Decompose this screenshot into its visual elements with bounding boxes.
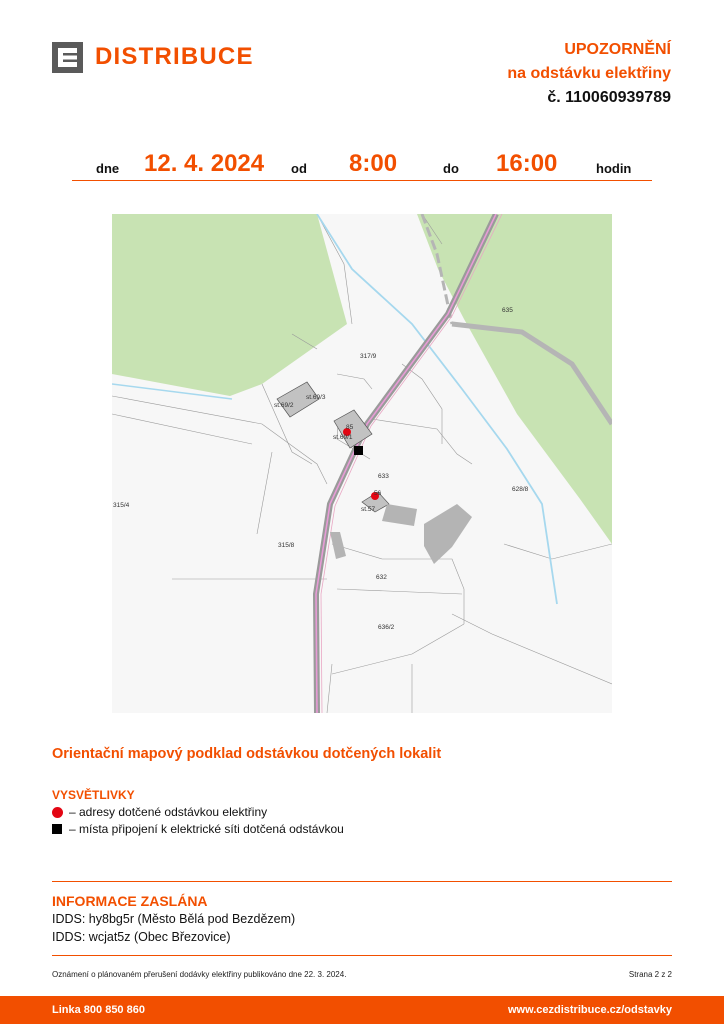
connection-point-marker [354,446,363,455]
legend-item-label: – místa připojení k elektrické síti dotčená odstávkou [69,822,344,836]
outage-end-time: 16:00 [496,150,558,177]
cez-logo-icon [52,42,83,73]
parcel-label: 632 [376,574,387,581]
divider [52,881,672,882]
footer-bar [0,996,724,1024]
parcel-label: 315/4 [113,502,130,509]
outage-date: 12. 4. 2024 [144,150,265,177]
website-link[interactable]: www.cezdistribuce.cz/odstavky [507,1004,672,1016]
brand-name: DISTRIBUCE [95,43,254,70]
idds-line: IDDS: wcjat5z (Obec Březovice) [52,930,231,944]
page-number: Strana 2 z 2 [628,970,672,979]
parcel-label: st.69/3 [306,394,326,401]
from-label: od [291,161,307,176]
legend-title: VYSVĚTLIVKY [52,788,135,802]
divider [52,955,672,956]
parcel-label: 315/8 [278,542,295,549]
hotline-text: Linka 800 850 860 [52,1004,145,1016]
notice-number: č. 110060939789 [547,89,671,106]
parcel-label: 635 [502,307,513,314]
unit-label: hodin [596,161,632,176]
info-title: INFORMACE ZASLÁNA [52,893,208,909]
parcel-label: st.69/1 [333,434,353,441]
parcel-label: 317/9 [360,353,377,360]
date-label: dne [96,161,120,176]
notice-title: UPOZORNĚNÍ [564,41,671,58]
outage-map [112,214,612,713]
house-number-56: 56 [374,490,382,497]
house-number-85: 85 [346,424,354,431]
outage-schedule [72,145,652,181]
parcel-label: 633 [378,473,389,480]
to-label: do [443,161,459,176]
brand-logo [52,41,254,73]
parcel-label: 628/8 [512,486,529,493]
legend-item-connections [52,822,344,836]
idds-line: IDDS: hy8bg5r (Město Bělá pod Bezdězem) [52,912,296,926]
outage-start-time: 8:00 [349,150,398,177]
parcel-label: 636/2 [378,624,395,631]
parcel-label: st.57 [361,506,376,513]
black-square-icon [52,824,62,834]
notice-subtitle: na odstávku elektřiny [507,65,671,82]
legend-item-label: – adresy dotčené odstávkou elektřiny [69,805,268,819]
publication-note: Oznámení o plánovaném přerušení dodávky elektřiny publikováno dne 22. 3. 2024. [52,970,347,979]
notice-heading [507,38,671,110]
map-caption: Orientační mapový podklad odstávkou dotčených lokalit [52,746,442,762]
red-dot-icon [52,807,63,818]
parcel-label: st.69/2 [274,402,294,409]
legend-item-addresses [52,805,267,819]
